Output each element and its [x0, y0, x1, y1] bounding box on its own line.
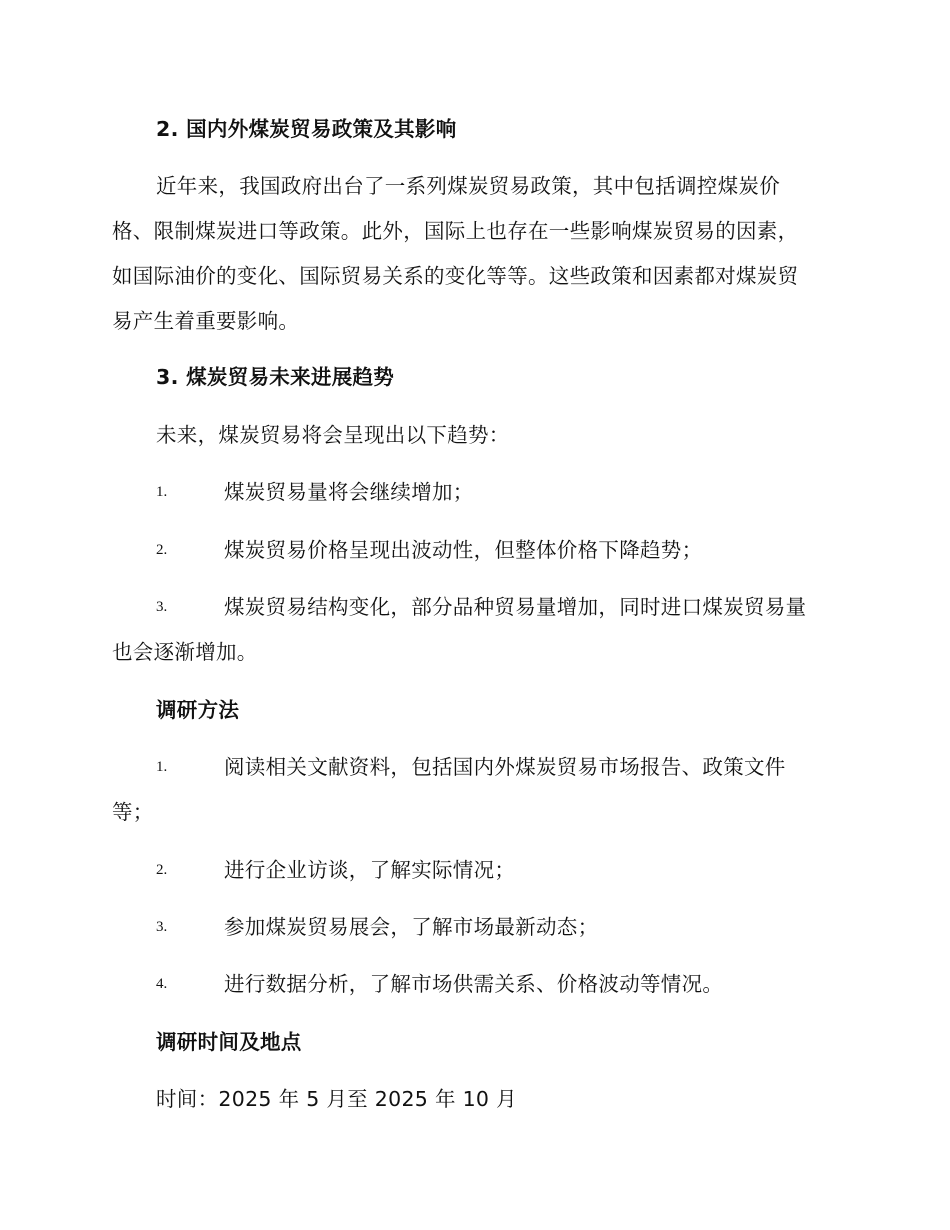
list-number: 3. — [156, 919, 168, 935]
time-place-heading: 调研时间及地点 — [156, 1030, 302, 1054]
section-2-paragraph — [112, 164, 834, 344]
section-3-intro: 未来，煤炭贸易将会呈现出以下趋势： — [156, 423, 510, 447]
list-item-continuation: 也会逐渐增加。 — [112, 640, 258, 664]
list-item-continuation: 等； — [112, 800, 154, 824]
list-item-text: 进行企业访谈，了解实际情况； — [224, 858, 516, 882]
paragraph-line: 近年来，我国政府出台了一系列煤炭贸易政策，其中包括调控煤炭价 — [156, 174, 780, 198]
list-item-text: 煤炭贸易结构变化，部分品种贸易量增加，同时进口煤炭贸易量 — [224, 595, 807, 619]
paragraph-line: 如国际油价的变化、国际贸易关系的变化等等。这些政策和因素都对煤炭贸 — [112, 264, 799, 288]
list-item-text: 进行数据分析，了解市场供需关系、价格波动等情况。 — [224, 972, 724, 996]
list-number: 1. — [156, 759, 168, 775]
section-3-heading: 3. 煤炭贸易未来进展趋势 — [156, 365, 395, 389]
list-item-text: 煤炭贸易量将会继续增加； — [224, 480, 474, 504]
list-item-text: 煤炭贸易价格呈现出波动性，但整体价格下降趋势； — [224, 538, 703, 562]
list-number: 2. — [156, 542, 168, 558]
time-line: 时间：2025 年 5 月至 2025 年 10 月 — [156, 1087, 517, 1111]
paragraph-line: 易产生着重要影响。 — [112, 309, 300, 333]
methods-heading: 调研方法 — [156, 698, 240, 722]
list-number: 3. — [156, 599, 168, 615]
list-item-text: 阅读相关文献资料，包括国内外煤炭贸易市场报告、政策文件 — [224, 755, 786, 779]
paragraph-line: 格、限制煤炭进口等政策。此外，国际上也存在一些影响煤炭贸易的因素， — [112, 219, 799, 243]
list-number: 4. — [156, 976, 168, 992]
list-number: 1. — [156, 484, 168, 500]
list-number: 2. — [156, 862, 168, 878]
list-item-text: 参加煤炭贸易展会，了解市场最新动态； — [224, 915, 599, 939]
section-2-heading: 2. 国内外煤炭贸易政策及其影响 — [156, 117, 457, 141]
